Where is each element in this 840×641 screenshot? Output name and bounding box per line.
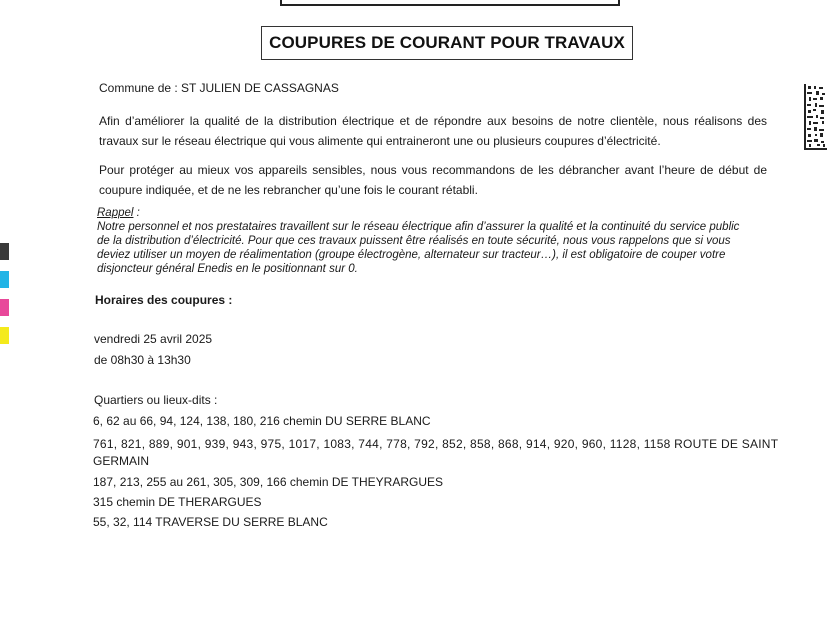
rappel-label: Rappel	[97, 207, 134, 219]
registration-mark-yellow	[0, 327, 9, 344]
registration-mark-magenta	[0, 299, 9, 316]
quartier-line-3: GERMAIN	[93, 454, 150, 468]
registration-mark-black	[0, 243, 9, 260]
rappel-line-2: de la distribution d’électricité. Pour que ces travaux puissent être réalisés en toute sécurité, nous vous rappelons que si vous	[97, 235, 731, 247]
quartiers-heading: Quartiers ou lieux-dits :	[94, 393, 218, 407]
rappel-line-1: Notre personnel et nos prestataires travaillent sur le réseau électrique afin d’assurer la qualité et la continuité du service public	[97, 221, 740, 233]
commune-line: Commune de : ST JULIEN DE CASSAGNAS	[99, 81, 339, 95]
rappel-line-3: deviez utiliser un moyen de réalimentation (groupe électrogène, alternateur sur tracteur…), il est obligatoire de couper votre	[97, 249, 726, 261]
rappel-suffix: :	[133, 207, 140, 219]
quartier-line-2: 761, 821, 889, 901, 939, 943, 975, 1017, 1083, 744, 778, 792, 852, 858, 868, 914, 920, 960, 1128, 1158 ROUTE DE SAINT	[93, 437, 779, 451]
page-title: COUPURES DE COURANT POUR TRAVAUX	[269, 33, 625, 52]
quartier-line-6: 55, 32, 114 TRAVERSE DU SERRE BLANC	[93, 515, 328, 529]
top-frame	[280, 0, 620, 6]
outage-time: de 08h30 à 13h30	[94, 353, 191, 367]
datamatrix-code-icon	[804, 84, 827, 150]
outage-date: vendredi 25 avril 2025	[94, 332, 213, 346]
title-box	[261, 26, 633, 60]
rappel-line-4: disjoncteur général Enedis en le positionnant sur 0.	[97, 263, 358, 275]
intro-paragraph: Afin d’améliorer la qualité de la distribution électrique et de répondre aux besoins de notre clientèle, nous réalisons des travaux sur le réseau électrique qui vous alimente qui entraineront une ou plusieurs coupures d’électricité.	[99, 114, 767, 148]
quartier-line-1: 6, 62 au 66, 94, 124, 138, 180, 216 chemin DU SERRE BLANC	[93, 414, 431, 428]
quartier-line-4: 187, 213, 255 au 261, 305, 309, 166 chemin DE THEYRARGUES	[93, 475, 443, 489]
advice-paragraph: Pour protéger au mieux vos appareils sensibles, nous vous recommandons de les débrancher avant l’heure de début de coupure indiquée, et de ne les rebrancher qu’une fois le courant rétabli.	[99, 163, 767, 197]
quartier-line-5: 315 chemin DE THERARGUES	[93, 495, 262, 509]
rappel-heading	[97, 207, 140, 221]
horaires-heading: Horaires des coupures :	[95, 293, 233, 307]
registration-mark-cyan	[0, 271, 9, 288]
